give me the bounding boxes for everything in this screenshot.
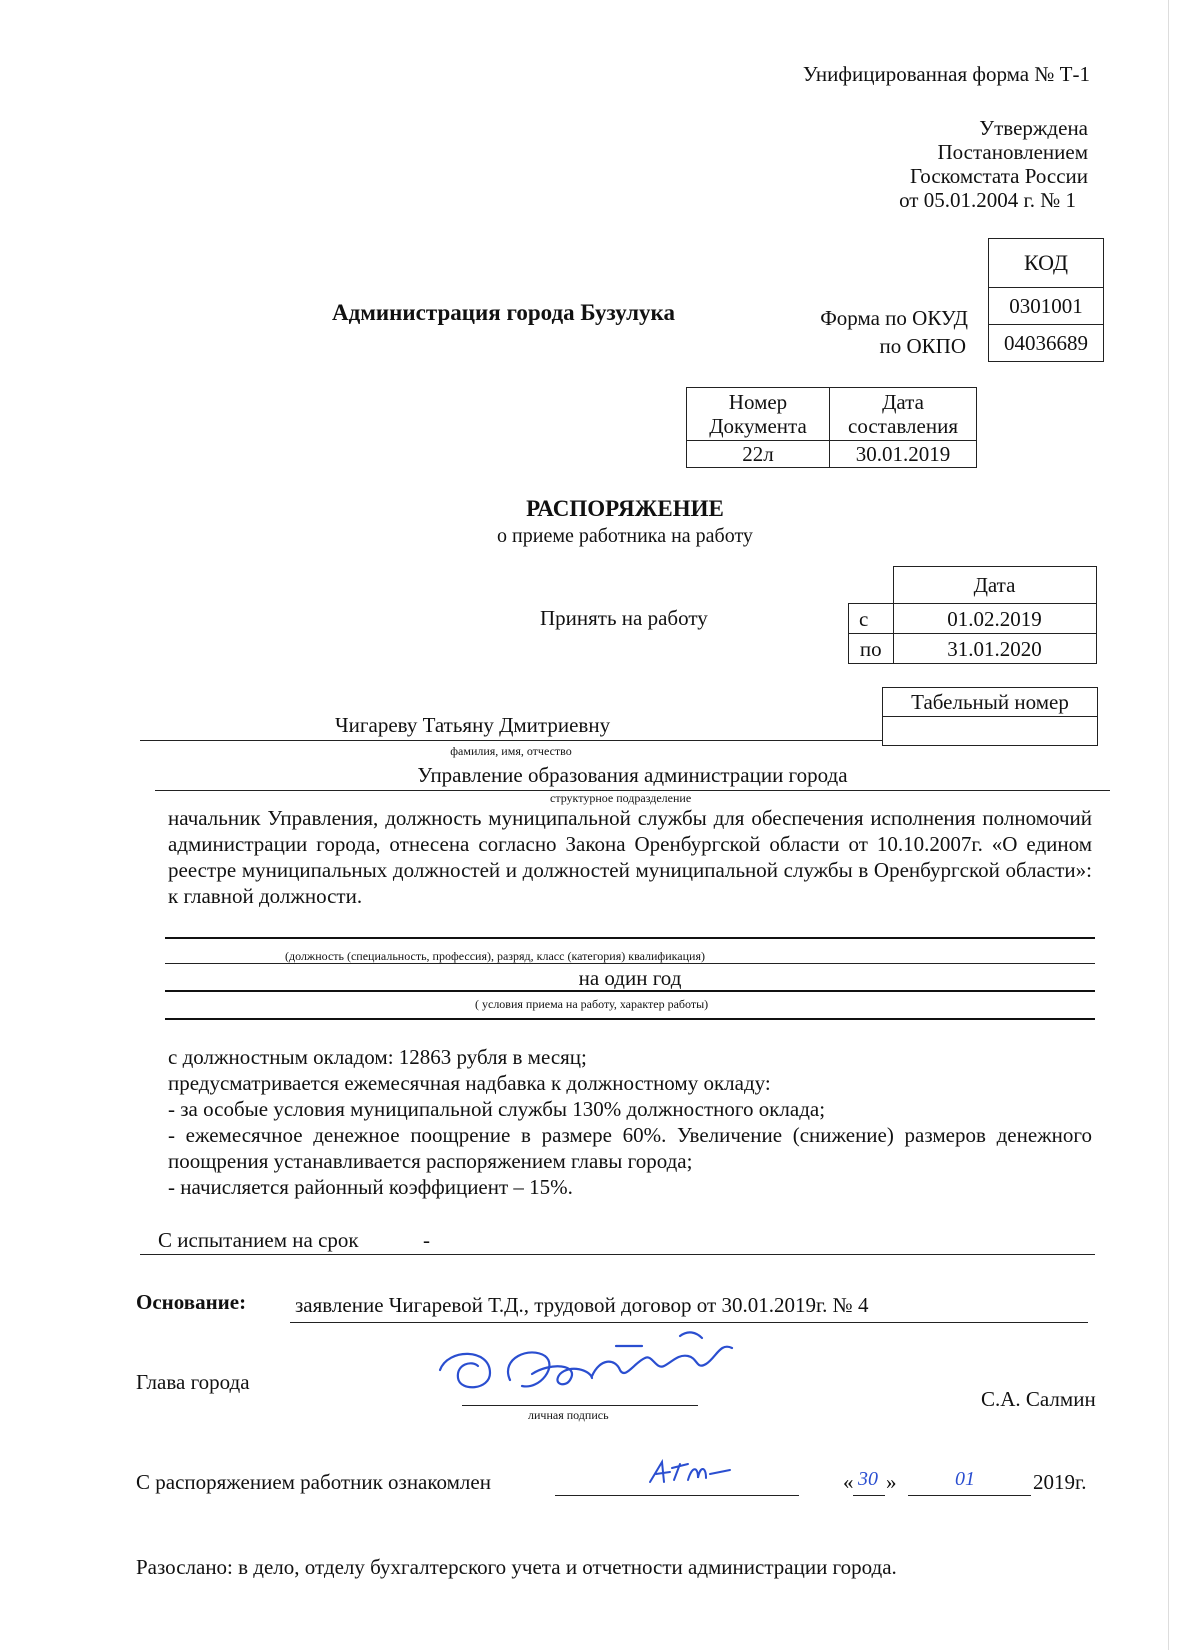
position-text: начальник Управления, должность муниципальной службы для обеспечения исполнения полномочий администрации города, отнесена согласно Закона Оренбургской области от 10.10.2007г. «О едином реестре муниципальных должностей и должностей муниципальной службы в Оренбургской области»: к главной должности. bbox=[168, 806, 1092, 908]
salary-line: - ежемесячное денежное поощрение в размере 60%. Увеличение (снижение) размеров денежного поощрения устанавливается распоряжением главы города; bbox=[168, 1123, 1092, 1173]
probation-underline bbox=[140, 1254, 1095, 1255]
conditions-underline bbox=[165, 990, 1095, 992]
probation-value: - bbox=[423, 1228, 430, 1252]
month-underline bbox=[908, 1495, 1031, 1496]
acknowledgement-underline bbox=[555, 1495, 799, 1496]
ack-year: 2019г. bbox=[1033, 1470, 1087, 1494]
salary-line: предусматривается ежемесячная надбавка к должностному окладу: bbox=[168, 1071, 771, 1095]
header-line: Документа bbox=[709, 414, 807, 438]
approval-line: от 05.01.2004 г. № 1 bbox=[899, 188, 1076, 212]
salary-line: - за особые условия муниципальной службы 130% должностного оклада; bbox=[168, 1097, 826, 1121]
ack-month: 01 bbox=[955, 1468, 975, 1490]
document-date: 30.01.2019 bbox=[830, 441, 977, 468]
okpo-value: 04036689 bbox=[989, 325, 1104, 362]
signer-name: С.А. Салмин bbox=[981, 1387, 1096, 1411]
salary-block bbox=[168, 1044, 1092, 1200]
approval-line: Госкомстата России bbox=[910, 164, 1088, 188]
signature-caption: личная подпись bbox=[528, 1408, 609, 1422]
hire-from-value: 01.02.2019 bbox=[893, 604, 1096, 634]
employee-initials-signature bbox=[640, 1452, 740, 1492]
blank-cell bbox=[849, 567, 894, 604]
conditions-rule bbox=[165, 1018, 1095, 1020]
name-caption: фамилия, имя, отчество bbox=[450, 744, 572, 758]
document-date-header bbox=[830, 388, 977, 441]
document-number: 22л bbox=[687, 441, 830, 468]
approval-line: Утверждена bbox=[979, 116, 1088, 140]
name-underline bbox=[140, 740, 882, 741]
header-line: составления bbox=[848, 414, 958, 438]
distribution-note: Разослано: в дело, отделу бухгалтерского учета и отчетности администрации города. bbox=[136, 1555, 897, 1579]
document-number-header bbox=[687, 388, 830, 441]
okpo-label: по ОКПО bbox=[879, 334, 966, 358]
approval-line: Постановлением bbox=[937, 140, 1088, 164]
salary-line: с должностным окладом: 12863 рубля в месяц; bbox=[168, 1045, 587, 1069]
ack-day-close: » bbox=[886, 1470, 897, 1494]
organization-name: Администрация города Бузулука bbox=[332, 300, 675, 325]
hire-to-label: по bbox=[849, 634, 894, 664]
hire-to-value: 31.01.2020 bbox=[893, 634, 1096, 664]
salary-line: - начисляется районный коэффициент – 15%. bbox=[168, 1175, 573, 1199]
okud-label: Форма по ОКУД bbox=[820, 306, 968, 330]
hire-dates-table bbox=[848, 566, 1097, 664]
employee-name: Чигареву Татьяну Дмитриевну bbox=[335, 713, 611, 737]
hire-label: Принять на работу bbox=[540, 606, 708, 630]
caption-rule bbox=[165, 963, 1095, 964]
header-line: Дата bbox=[882, 390, 924, 414]
scan-edge bbox=[1168, 0, 1169, 1650]
department-name: Управление образования администрации города bbox=[417, 763, 848, 787]
acknowledgement-label: С распоряжением работник ознакомлен bbox=[136, 1470, 491, 1494]
signature-role: Глава города bbox=[136, 1370, 250, 1394]
tab-number-label: Табельный номер bbox=[883, 688, 1098, 717]
basis-value: заявление Чигаревой Т.Д., трудовой договор от 30.01.2019г. № 4 bbox=[295, 1293, 869, 1317]
handwritten-signature bbox=[420, 1318, 790, 1408]
conditions-caption: ( условия приема на работу, характер работы) bbox=[475, 997, 709, 1011]
conditions-text: на один год bbox=[578, 966, 682, 990]
document-subtitle: о приеме работника на работу bbox=[497, 525, 753, 547]
document-title: РАСПОРЯЖЕНИЕ bbox=[526, 496, 724, 521]
approval-block bbox=[899, 116, 1088, 212]
position-underline bbox=[165, 937, 1095, 939]
probation-label: С испытанием на срок bbox=[158, 1228, 359, 1252]
ack-day: 30 bbox=[858, 1468, 878, 1490]
okud-value: 0301001 bbox=[989, 288, 1104, 325]
form-name: Унифицированная форма № Т-1 bbox=[802, 62, 1090, 86]
code-table bbox=[988, 238, 1104, 362]
position-caption: (должность (специальность, профессия), разряд, класс (категория) квалификация) bbox=[285, 949, 705, 963]
tab-number-value bbox=[883, 717, 1098, 746]
tab-number-table bbox=[882, 687, 1098, 746]
header-line: Номер bbox=[728, 390, 788, 414]
hire-from-label: с bbox=[849, 604, 894, 634]
document-info-table bbox=[686, 387, 977, 468]
ack-day-open: « bbox=[843, 1470, 854, 1494]
signature-underline bbox=[462, 1405, 698, 1406]
code-header: КОД bbox=[989, 239, 1104, 288]
day-underline bbox=[853, 1495, 885, 1496]
basis-label: Основание: bbox=[136, 1290, 247, 1314]
department-caption: структурное подразделение bbox=[550, 791, 692, 805]
hire-date-header: Дата bbox=[893, 567, 1096, 604]
